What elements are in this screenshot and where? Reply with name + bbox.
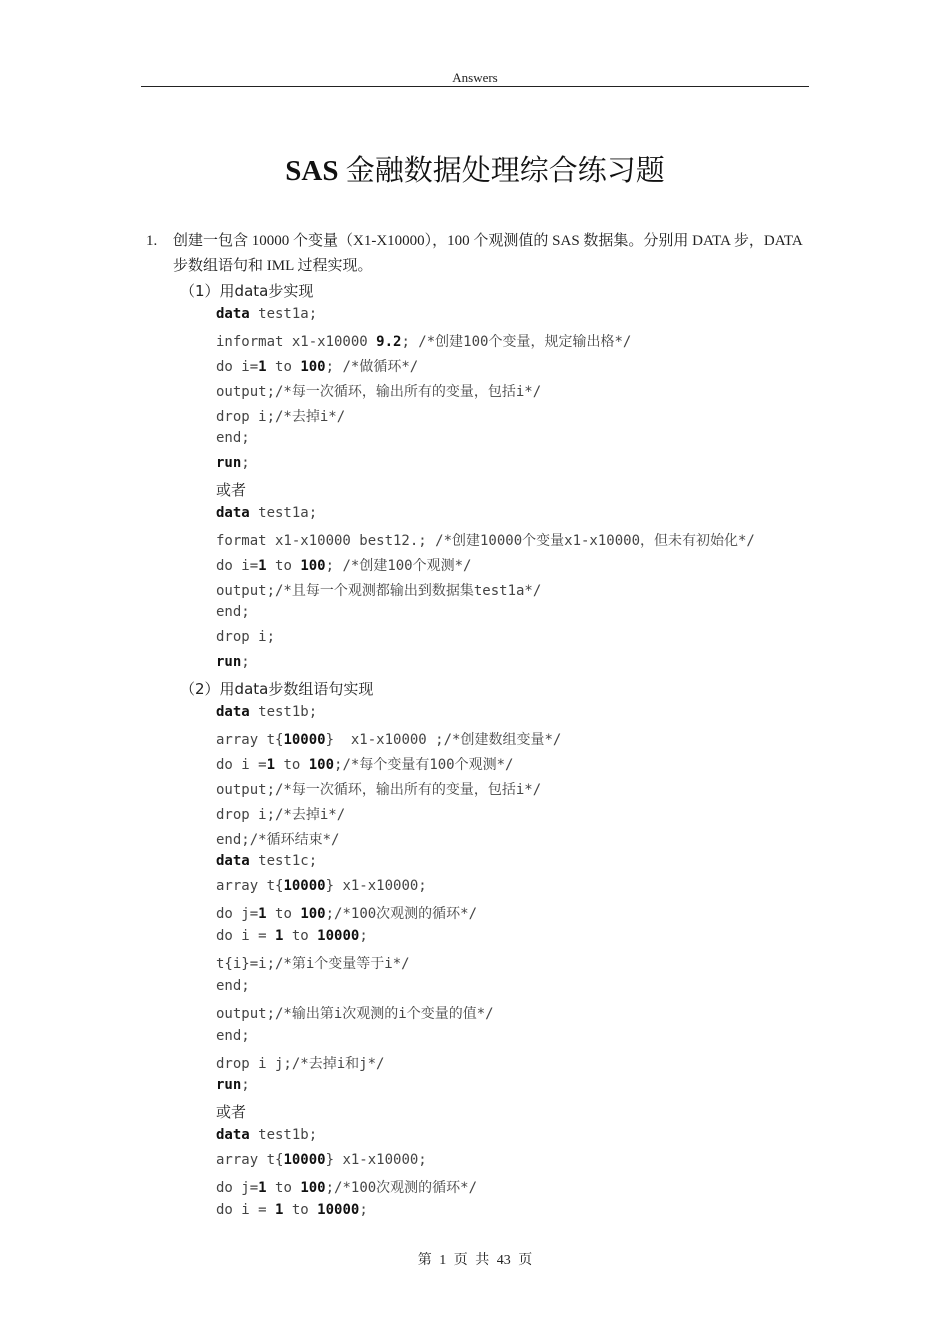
code-line: output;/*每一次循环，输出所有的变量，包括i*/ <box>216 782 542 798</box>
code-line: output;/*输出第i次观测的i个变量的值*/ <box>216 1006 494 1022</box>
code-line: array t{10000} x1-x10000; <box>216 1152 427 1168</box>
code-line: informat x1-x10000 9.2; /*创建100个变量，规定输出格*/ <box>216 334 632 350</box>
code-line: do j=1 to 100;/*100次观测的循环*/ <box>216 906 478 922</box>
code-line: run; <box>216 455 250 471</box>
code-line: data test1b; <box>216 704 318 720</box>
code-line: data test1b; <box>216 1127 318 1143</box>
code-line: drop i; <box>216 629 276 645</box>
code-line: data test1a; <box>216 505 318 521</box>
code-line: array t{10000} x1-x10000 ;/*创建数组变量*/ <box>216 732 562 748</box>
code-line: end; <box>216 604 250 620</box>
code-line: end;/*循环结束*/ <box>216 832 340 848</box>
code-line: do i=1 to 100; /*做循环*/ <box>216 359 419 375</box>
page-header: Answers <box>452 70 498 85</box>
code-line: do i = 1 to 10000; <box>216 1202 368 1218</box>
code-line: end; <box>216 978 250 994</box>
code-line: format x1-x10000 best12.; /*创建10000个变量x1-x10000，但未有初始化*/ <box>216 533 755 549</box>
code-line: array t{10000} x1-x10000; <box>216 878 427 894</box>
title-text: 金融数据处理综合练习题 <box>338 155 665 187</box>
title-sas: SAS <box>285 155 339 187</box>
page-footer: 第 1 页 共 43 页 <box>417 1253 533 1268</box>
code-line: do i = 1 to 10000; <box>216 928 368 944</box>
alt-label: 或者 <box>216 481 247 499</box>
header-rule <box>141 86 809 87</box>
alt-label: 或者 <box>216 1103 247 1121</box>
code-line: run; <box>216 1077 250 1093</box>
question-number: 1. <box>146 233 158 249</box>
section-heading-2: （2）用data步数组语句实现 <box>180 680 374 698</box>
code-line: drop i j;/*去掉i和j*/ <box>216 1056 385 1072</box>
code-line: output;/*且每一个观测都输出到数据集test1a*/ <box>216 583 542 599</box>
code-line: drop i;/*去掉i*/ <box>216 409 346 425</box>
code-line: do j=1 to 100;/*100次观测的循环*/ <box>216 1180 478 1196</box>
code-line: output;/*每一次循环，输出所有的变量，包括i*/ <box>216 384 542 400</box>
code-line: data test1a; <box>216 306 318 322</box>
document-title <box>0 148 950 189</box>
code-line: drop i;/*去掉i*/ <box>216 807 346 823</box>
question-text: 创建一包含 10000 个变量（X1-X10000），100 个观测值的 SAS 数据集。分别用 DATA 步，DATA 步数组语句和 IML 过程实现。 <box>173 233 802 274</box>
code-line: end; <box>216 430 250 446</box>
code-line: end; <box>216 1028 250 1044</box>
section-heading-1: （1）用data步实现 <box>180 282 314 300</box>
question-1 <box>146 229 814 279</box>
code-line: data test1c; <box>216 853 318 869</box>
code-line: run; <box>216 654 250 670</box>
code-line: t{i}=i;/*第i个变量等于i*/ <box>216 956 410 972</box>
code-line: do i =1 to 100;/*每个变量有100个观测*/ <box>216 757 514 773</box>
code-line: do i=1 to 100; /*创建100个观测*/ <box>216 558 472 574</box>
